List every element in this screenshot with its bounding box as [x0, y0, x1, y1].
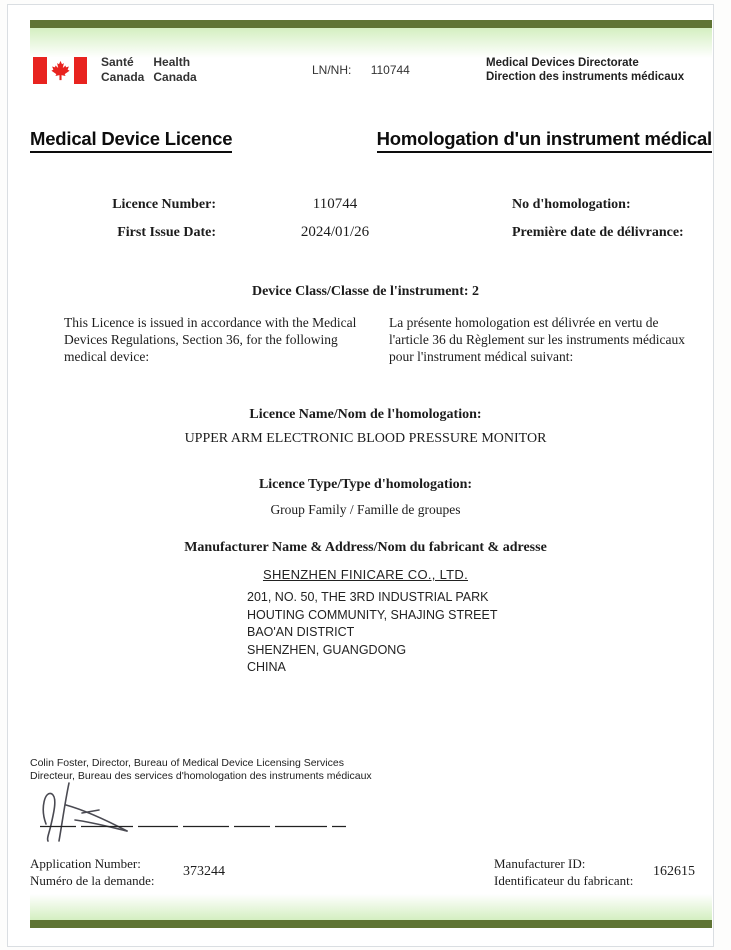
licence-number-value: 110744: [312, 196, 358, 212]
first-issue-date-label-en: First Issue Date:: [117, 225, 216, 240]
licence-name-heading: Licence Name/Nom de l'homologation:: [249, 407, 482, 422]
address-line: CHINA: [247, 660, 286, 675]
address-line: BAO'AN DISTRICT: [247, 625, 355, 640]
signature-scribble: [36, 780, 151, 842]
address-line: HOUTING COMMUNITY, SHAJING STREET: [247, 607, 498, 622]
bottom-green-gradient: [30, 894, 712, 920]
signatory-block: [30, 757, 372, 782]
wordmark-en-line1: Health: [153, 55, 191, 69]
manufacturer-id-label-fr: Identificateur du fabricant:: [494, 872, 634, 888]
address-line: SHENZHEN, GUANGDONG: [247, 642, 407, 657]
bottom-green-band: [30, 920, 712, 928]
application-number-labels: [30, 856, 155, 889]
top-green-gradient: [30, 28, 712, 58]
licence-reference-value: 110744: [370, 63, 410, 77]
licence-reference-label: LN/NH:: [312, 63, 352, 77]
wordmark-en-line2: Canada: [153, 70, 197, 84]
manufacturer-name: [0, 566, 731, 584]
wordmark-fr-line1: Santé: [101, 55, 134, 69]
licence-type-heading: Licence Type/Type d'homologation:: [258, 477, 473, 492]
issuance-paragraph-fr: La présente homologation est délivrée en vertu de l'article 36 du Règlement sur les instruments médicaux pour l'instrument médical suivant:: [389, 315, 685, 364]
licence-type-value: Group Family / Famille de groupes: [270, 502, 461, 517]
licence-number-label-fr: No d'homologation:: [512, 197, 631, 212]
manufacturer-address: [247, 589, 497, 677]
maple-leaf-icon: [50, 60, 71, 81]
canada-flag-logo: [33, 57, 87, 84]
manufacturer-name-text: SHENZHEN FINICARE CO., LTD.: [262, 567, 469, 582]
first-issue-date-label-fr: Première date de délivrance:: [512, 225, 684, 240]
signatory-fr: Directeur, Bureau des services d'homologation des instruments médicaux: [30, 769, 372, 782]
application-number-value: 373244: [183, 864, 225, 879]
top-green-band: [30, 20, 712, 28]
application-number-label-fr: Numéro de la demande:: [30, 872, 155, 888]
document-title-fr: Homologation d'un instrument médical: [377, 128, 712, 153]
address-line: 201, NO. 50, THE 3RD INDUSTRIAL PARK: [247, 590, 489, 604]
canada-wordmark: [101, 55, 197, 85]
title-row: [30, 128, 712, 153]
directorate-block: [486, 56, 684, 84]
flag-white-center: [47, 57, 74, 84]
manufacturer-heading: Manufacturer Name & Address/Nom du fabricant & adresse: [184, 540, 547, 555]
issuance-paragraph-en: This Licence is issued in accordance with the Medical Devices Regulations, Section 36, for the following medical device:: [64, 315, 357, 364]
manufacturer-id-label-en: Manufacturer ID:: [494, 856, 586, 871]
flag-red-band-right: [74, 57, 88, 84]
manufacturer-id-value: 162615: [653, 864, 695, 879]
first-issue-date-value: 2024/01/26: [300, 224, 370, 240]
signature-line: [40, 824, 346, 829]
licence-name-value: UPPER ARM ELECTRONIC BLOOD PRESSURE MONITOR: [184, 431, 547, 446]
directorate-en: Medical Devices Directorate: [486, 57, 639, 69]
application-number-label-en: Application Number:: [30, 856, 141, 871]
licence-number-label-en: Licence Number:: [112, 197, 216, 212]
wordmark-fr-line2: Canada: [101, 70, 145, 84]
document-title-en: Medical Device Licence: [30, 128, 232, 153]
flag-red-band-left: [33, 57, 47, 84]
licence-reference: [312, 63, 410, 77]
signatory-en: Colin Foster, Director, Bureau of Medical Device Licensing Services: [30, 757, 344, 769]
directorate-fr: Direction des instruments médicaux: [486, 71, 685, 83]
manufacturer-id-labels: [494, 856, 633, 889]
device-class-heading: Device Class/Classe de l'instrument: 2: [251, 284, 480, 299]
